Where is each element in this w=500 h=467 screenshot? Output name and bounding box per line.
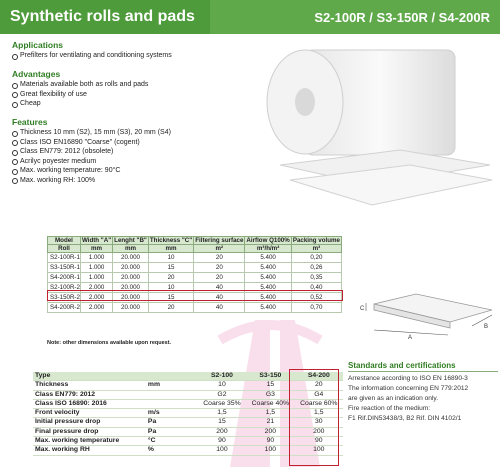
dimensions-table (47, 236, 342, 313)
table-cell: 1.000 (80, 273, 112, 283)
unit-cell: Roll (48, 245, 81, 253)
unit-cell: m³/h/m² (245, 245, 291, 253)
table-cell: 2.000 (80, 303, 112, 313)
table-cell: Thickness (33, 381, 146, 390)
table-cell: 100 (295, 446, 343, 455)
table-cell: Coarse 35% (198, 399, 246, 408)
label-b: B (484, 324, 489, 330)
table-cell: 0,20 (291, 253, 341, 263)
header-cell: S4-200 (295, 372, 343, 381)
table-cell: 20 (148, 303, 193, 313)
table-cell: 20 (194, 273, 245, 283)
table-cell: 1.000 (80, 253, 112, 263)
product-roll-image (260, 40, 495, 215)
table-cell: S4-200R-1 (48, 273, 81, 283)
features-item: Class EN779: 2012 (obsolete) (12, 147, 171, 157)
advantages-item: Cheap (12, 99, 148, 109)
table-cell: 90 (295, 437, 343, 446)
unit-cell: mm (148, 245, 193, 253)
header-cell: S2-100 (198, 372, 246, 381)
features-item: Max. working temperature: 90°C (12, 166, 171, 176)
table-cell: 5.400 (245, 293, 291, 303)
standards-heading: Standards and certifications (348, 360, 498, 372)
header-cell: Model (48, 237, 81, 245)
table-cell: 20.000 (113, 303, 149, 313)
table-cell: mm (146, 381, 198, 390)
table-cell: 2.000 (80, 293, 112, 303)
table-cell: 40 (194, 293, 245, 303)
header-cell: Thickness "C" (149, 237, 193, 244)
table-cell: 0,35 (291, 273, 341, 283)
table-cell: 0,40 (291, 283, 341, 293)
table-cell: 30 (295, 418, 343, 427)
table-cell: 21 (246, 418, 294, 427)
table-cell: 2.000 (80, 283, 112, 293)
unit-cell: mm (113, 245, 149, 253)
highlight-row-frame (47, 290, 343, 301)
dimensions-note: Note: other dimensions available upon request. (47, 340, 172, 346)
table-cell: 15 (246, 381, 294, 390)
unit-cell: m² (194, 245, 245, 253)
table-cell: 1,5 (198, 409, 246, 418)
table-cell: 5.400 (245, 253, 291, 263)
table-cell: 1,5 (246, 409, 294, 418)
table-cell: 20 (295, 381, 343, 390)
unit-cell: mm (80, 245, 112, 253)
standards-section (348, 360, 498, 424)
table-cell: S4-200R-2 (48, 303, 81, 313)
table-cell: Final pressure drop (33, 427, 146, 436)
table-cell: 5.400 (245, 273, 291, 283)
header-cell (146, 372, 198, 381)
table-cell: S3-150R-2 (48, 293, 81, 303)
table-cell: Max. working RH (33, 446, 146, 455)
standards-line: F1 Rif.DIN53438/3, B2 Rif. DIN 4102/1 (348, 415, 462, 422)
advantages-item: Materials available both as rolls and pads (12, 80, 148, 90)
header-cell: Type (33, 372, 146, 381)
table-cell: Class EN779: 2012 (33, 390, 146, 399)
table-cell: 20 (148, 273, 193, 283)
page-title: Synthetic rolls and pads (0, 0, 210, 34)
table-row (48, 303, 342, 313)
table-cell: 100 (246, 446, 294, 455)
header-cell: Lenght "B" (114, 237, 147, 244)
header-cell: Packing volume (292, 237, 340, 244)
features-item: Max. working RH: 100% (12, 176, 171, 186)
standards-line: The information concerning EN 779:2012 (348, 385, 469, 392)
table-cell: 0,26 (291, 263, 341, 273)
features-item: Acrilyc poyester medium (12, 157, 171, 167)
table-cell: S3-150R-1 (48, 263, 81, 273)
table-cell: 20.000 (113, 273, 149, 283)
unit-cell: m³ (291, 245, 341, 253)
table-cell: Class ISO 16890: 2016 (33, 399, 146, 408)
table-cell: S2-100R-1 (48, 253, 81, 263)
table-cell: °C (146, 437, 198, 446)
table-cell: 20 (194, 263, 245, 273)
advantages-item: Great flexibility of use (12, 90, 148, 100)
table-cell: 20 (194, 253, 245, 263)
table-cell: 90 (198, 437, 246, 446)
table-cell: 20.000 (113, 293, 149, 303)
table-cell: G4 (295, 390, 343, 399)
header-cell: Filtering surface (195, 237, 244, 244)
table-row (48, 253, 342, 263)
dimensions-units-row (48, 245, 342, 253)
dimensions-header-row (48, 237, 342, 245)
standards-line: are given as an indication only. (348, 395, 439, 402)
table-cell: 15 (198, 418, 246, 427)
table-cell: 20.000 (113, 283, 149, 293)
table-cell: 200 (246, 427, 294, 436)
table-cell: 5.400 (245, 263, 291, 273)
header-cell: S3-150 (246, 372, 294, 381)
table-cell: 0,52 (291, 293, 341, 303)
table-cell: Coarse 60% (295, 399, 343, 408)
table-cell: Coarse 40% (246, 399, 294, 408)
header-cell: Width "A" (81, 237, 112, 244)
table-cell: 5.400 (245, 303, 291, 313)
features-item: Thickness 10 mm (S2), 15 mm (S3), 20 mm (S4) (12, 128, 171, 138)
standards-line: Fire reaction of the medium: (348, 405, 431, 412)
table-cell: G3 (246, 390, 294, 399)
table-cell: Initial pressure drop (33, 418, 146, 427)
label-a: A (408, 335, 413, 341)
table-cell: 200 (295, 427, 343, 436)
table-cell: 1.000 (80, 263, 112, 273)
table-cell: 15 (148, 263, 193, 273)
table-cell: 40 (194, 283, 245, 293)
features-section (12, 117, 171, 185)
table-cell: % (146, 446, 198, 455)
table-cell: 200 (198, 427, 246, 436)
standards-line: Arrestance according to ISO EN 16890-3 (348, 375, 468, 382)
advantages-heading: Advantages (12, 69, 61, 79)
table-cell (146, 390, 198, 399)
label-c: C (360, 306, 365, 312)
header-bar (0, 0, 500, 34)
applications-section (12, 40, 172, 61)
table-cell: Pa (146, 418, 198, 427)
table-cell: G2 (198, 390, 246, 399)
dimension-diagram (360, 282, 495, 342)
applications-heading: Applications (12, 40, 64, 50)
table-cell: 10 (148, 283, 193, 293)
table-cell: 20.000 (113, 263, 149, 273)
advantages-section (12, 69, 148, 109)
features-item: Class ISO EN16890 "Coarse" (cogent) (12, 138, 171, 148)
table-cell (146, 399, 198, 408)
applications-item: Prefilters for ventilating and conditioning systems (12, 51, 172, 61)
table-cell: Pa (146, 427, 198, 436)
table-cell: 10 (148, 253, 193, 263)
table-cell: 100 (198, 446, 246, 455)
table-cell: 90 (246, 437, 294, 446)
table-cell: 5.400 (245, 283, 291, 293)
model-codes: S2-100R / S3-150R / S4-200R (210, 0, 500, 34)
table-cell: Max. working temperature (33, 437, 146, 446)
table-cell: S2-100R-2 (48, 283, 81, 293)
highlight-column-frame (289, 369, 339, 466)
table-cell: Front velocity (33, 409, 146, 418)
table-cell: m/s (146, 409, 198, 418)
header-cell: Airflow Q100% (246, 237, 290, 244)
table-row-highlighted (48, 273, 342, 283)
table-cell: 1,5 (295, 409, 343, 418)
features-heading: Features (12, 117, 48, 127)
table-cell: 10 (198, 381, 246, 390)
table-cell: 15 (148, 293, 193, 303)
table-cell: 20.000 (113, 253, 149, 263)
table-cell: 40 (194, 303, 245, 313)
table-cell: 0,70 (291, 303, 341, 313)
table-row (48, 263, 342, 273)
